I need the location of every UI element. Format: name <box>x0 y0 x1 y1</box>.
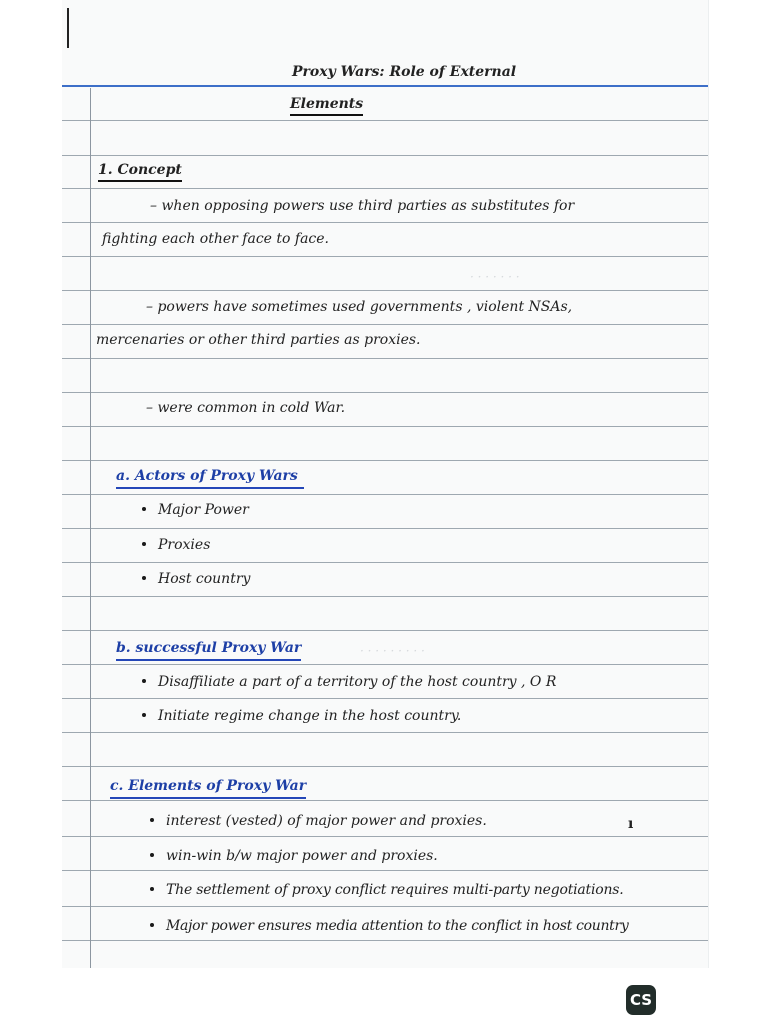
page-title-continued: Elements <box>290 96 363 116</box>
bullet-icon <box>142 507 146 511</box>
ruled-line <box>62 800 708 801</box>
section-heading-elements: c. Elements of Proxy War <box>110 778 306 799</box>
bullet-icon <box>150 818 154 822</box>
ruled-line <box>62 256 708 257</box>
section-heading-successful: b. successful Proxy War <box>116 640 301 661</box>
ruled-line <box>62 188 708 189</box>
ruled-line <box>62 836 708 837</box>
list-item: Major Power <box>142 502 249 518</box>
ruled-line <box>62 766 708 767</box>
bullet-icon <box>150 853 154 857</box>
ruled-line <box>62 324 708 325</box>
list-item: Disaffiliate a part of a territory of the host country , O R <box>142 674 556 690</box>
ruled-line <box>62 358 708 359</box>
list-item: Proxies <box>142 537 210 553</box>
ruled-line <box>62 155 708 156</box>
ruled-line <box>62 664 708 665</box>
ruled-line <box>62 698 708 699</box>
header-rule <box>62 85 708 87</box>
camscanner-logo: CS <box>626 985 656 1015</box>
concept-point-2-cont: mercenaries or other third parties as proxies. <box>96 332 421 348</box>
bullet-icon <box>150 923 154 927</box>
bullet-icon <box>142 542 146 546</box>
list-item: interest (vested) of major power and proxies. <box>150 813 487 829</box>
list-item: Initiate regime change in the host country. <box>142 708 461 724</box>
bleed-through-text: · · · · · · · · · <box>360 644 425 658</box>
ruled-line <box>62 630 708 631</box>
bleed-through-text: · · · · · · · <box>470 270 520 284</box>
section-heading-concept: 1. Concept <box>98 162 182 182</box>
list-item: The settlement of proxy conflict requires multi-party negotiations. <box>150 882 624 898</box>
ruled-line <box>62 940 708 941</box>
margin-line <box>90 88 91 968</box>
concept-point-1: – when opposing powers use third parties as substitutes for <box>150 198 575 214</box>
ruled-line <box>62 596 708 597</box>
pen-mark: ı <box>628 816 634 832</box>
ruled-line <box>62 562 708 563</box>
ruled-line <box>62 426 708 427</box>
list-item: Major power ensures media attention to the conflict in host country <box>150 918 629 934</box>
concept-point-1-cont: fighting each other face to face. <box>102 231 330 247</box>
concept-point-3: – were common in cold War. <box>146 400 346 416</box>
ruled-line <box>62 732 708 733</box>
bullet-icon <box>142 679 146 683</box>
section-heading-actors: a. Actors of Proxy Wars <box>116 468 304 489</box>
bullet-icon <box>142 576 146 580</box>
ruled-line <box>62 460 708 461</box>
ruled-line <box>62 290 708 291</box>
binding-mark <box>67 8 69 48</box>
ruled-line <box>62 494 708 495</box>
concept-point-2: – powers have sometimes used governments , violent NSAs, <box>146 299 573 315</box>
list-item: Host country <box>142 571 250 587</box>
bullet-icon <box>142 713 146 717</box>
bullet-icon <box>150 887 154 891</box>
page-title: Proxy Wars: Role of External <box>292 64 517 80</box>
ruled-line <box>62 870 708 871</box>
ruled-line <box>62 222 708 223</box>
ruled-line <box>62 906 708 907</box>
ruled-line <box>62 392 708 393</box>
list-item: win-win b/w major power and proxies. <box>150 848 438 864</box>
ruled-line <box>62 528 708 529</box>
ruled-line <box>62 120 708 121</box>
